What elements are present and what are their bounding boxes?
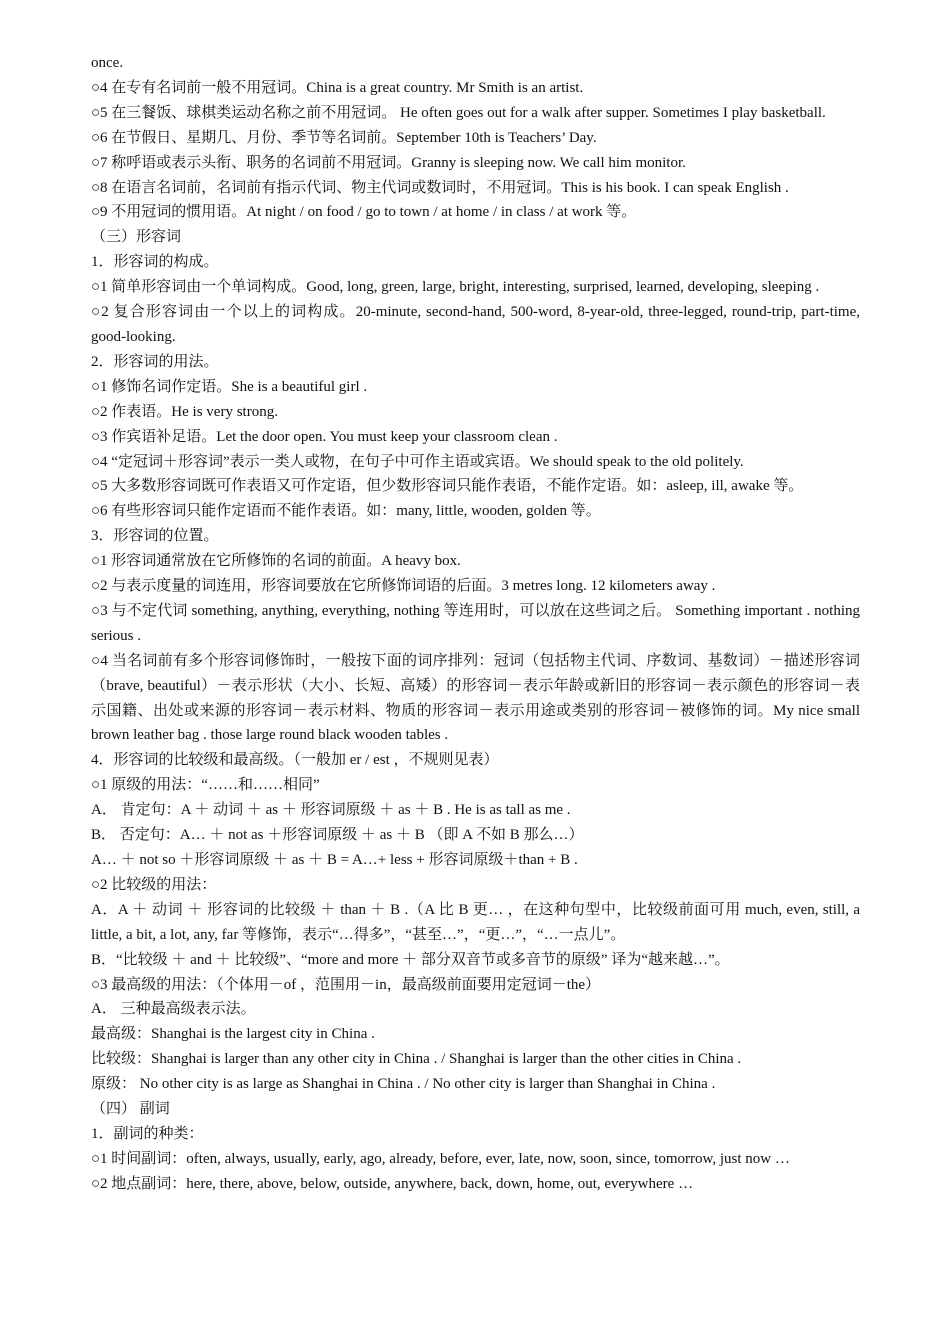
text-line: ○2 比较级的用法： — [91, 876, 217, 893]
text-paragraph: ○4 当名词前有多个形容词修饰时，一般按下面的词序排列：冠词（包括物主代词、序数词、基数词）－描述形容词（brave, beautiful）－表示形状（大小、长短、高矮）的形容词－表示年龄或新旧的形容词－表示颜色的形容词－表示国籍、出处或来源的形容词－表示材料、物质的形容词－表示用途或类别的形容词－被修饰的词。My nice small brown leather bag . those large round black wooden tables . — [91, 652, 860, 744]
section-heading: （三）形容词 — [91, 229, 182, 246]
text-line: A． 三种最高级表示法。 — [91, 1001, 256, 1018]
text-paragraph: ○1 简单形容词由一个单词构成。Good, long, green, large, bright, interesting, surprised, learned, developing, sleeping . — [91, 279, 820, 296]
text-paragraph: ○2 复合形容词由一个以上的词构成。20-minute, second-hand, 500-word, 8-year-old, three-legged, round-trip, part-time, good-looking. — [91, 304, 860, 345]
text-paragraph: A．A ＋ 动词 ＋ 形容词的比较级 ＋ than ＋ B .（A 比 B 更… ，在这种句型中，比较级前面可用 much, even, still, a little, a bit, a lot, any, far 等修饰，表示“…得多”，“甚至…”，“更…”，“…一点儿”。 — [91, 901, 860, 943]
subsection-heading: 3．形容词的位置。 — [91, 528, 219, 545]
subsection-heading: 1．形容词的构成。 — [91, 254, 219, 271]
text-line: 比较级：Shanghai is larger than any other city in China . / Shanghai is larger than the other cities in China . — [91, 1051, 742, 1068]
text-line: ○7 称呼语或表示头衔、职务的名词前不用冠词。Granny is sleeping now. We call him monitor. — [91, 154, 686, 171]
text-paragraph: ○5 在三餐饭、球棋类运动名称之前不用冠词。 He often goes out for a walk after supper. Sometimes I play basketball. — [91, 104, 826, 121]
text-line: ○5 大多数形容词既可作表语又可作定语，但少数形容词只能作表语，不能作定语。如：asleep, ill, awake 等。 — [91, 478, 804, 495]
text-line: ○1 形容词通常放在它所修饰的名词的前面。A heavy box. — [91, 553, 461, 570]
text-line: ○6 有些形容词只能作定语而不能作表语。如：many, little, wooden, golden 等。 — [91, 503, 601, 520]
text-line: ○2 作表语。He is very strong. — [91, 403, 278, 420]
text-line: ○3 最高级的用法：（个体用－of ，范围用－in，最高级前面要用定冠词－the） — [91, 976, 601, 993]
text-line: once. — [91, 55, 124, 71]
text-line: ○8 在语言名词前，名词前有指示代词、物主代词或数词时，不用冠词。This is his book. I can speak English . — [91, 179, 789, 196]
subsection-heading: 2．形容词的用法。 — [91, 353, 219, 370]
text-line: A． 肯定句：A ＋ 动词 ＋ as ＋ 形容词原级 ＋ as ＋ B . He is as tall as me . — [91, 802, 571, 819]
text-line: A… ＋ not so ＋形容词原级 ＋ as ＋ B = A…+ less + 形容词原级＋than + B . — [91, 852, 578, 868]
text-paragraph: ○3 与不定代词 something, anything, everything, nothing 等连用时，可以放在这些词之后。 Something important . nothing serious . — [91, 602, 860, 644]
text-line: ○3 作宾语补足语。Let the door open. You must keep your classroom clean . — [91, 428, 558, 445]
text-line: ○9 不用冠词的惯用语。At night / on food / go to town / at home / in class / at work 等。 — [91, 204, 637, 221]
text-paragraph: ○1 时间副词：often, always, usually, early, ago, already, before, ever, late, now, soon, since, tomorrow, just now … — [91, 1150, 790, 1167]
text-line: ○4 “定冠词＋形容词”表示一类人或物，在句子中可作主语或宾语。We should speak to the old politely. — [91, 453, 744, 470]
text-line: B． 否定句：A… ＋ not as ＋形容词原级 ＋ as ＋ B （即 A 不如 B 那么…） — [91, 827, 584, 844]
section-heading: （四） 副词 — [91, 1101, 170, 1118]
subsection-heading: 4．形容词的比较级和最高级。（一般加 er / est ，不规则见表） — [91, 752, 499, 769]
text-line: ○4 在专有名词前一般不用冠词。China is a great country. Mr Smith is an artist. — [91, 79, 584, 96]
text-line: 原级： No other city is as large as Shanghai in China . / No other city is larger than Shanghai in China . — [91, 1076, 716, 1093]
text-line: B．“比较级 ＋ and ＋ 比较级”、“more and more ＋ 部分双音节或多音节的原级” 译为“越来越…”。 — [91, 951, 730, 968]
text-line: 最高级：Shanghai is the largest city in China . — [91, 1026, 375, 1043]
text-line: ○6 在节假日、星期几、月份、季节等名词前。September 10th is Teachers’ Day. — [91, 129, 597, 146]
text-line: ○2 与表示度量的词连用，形容词要放在它所修饰词语的后面。3 metres long. 12 kilometers away . — [91, 578, 716, 595]
subsection-heading: 1．副词的种类： — [91, 1125, 204, 1142]
text-line: ○1 修饰名词作定语。She is a beautiful girl . — [91, 378, 368, 395]
text-line: ○1 原级的用法：“……和……相同” — [91, 777, 320, 794]
text-line: ○2 地点副词：here, there, above, below, outside, anywhere, back, down, home, out, everywhere … — [91, 1175, 694, 1192]
